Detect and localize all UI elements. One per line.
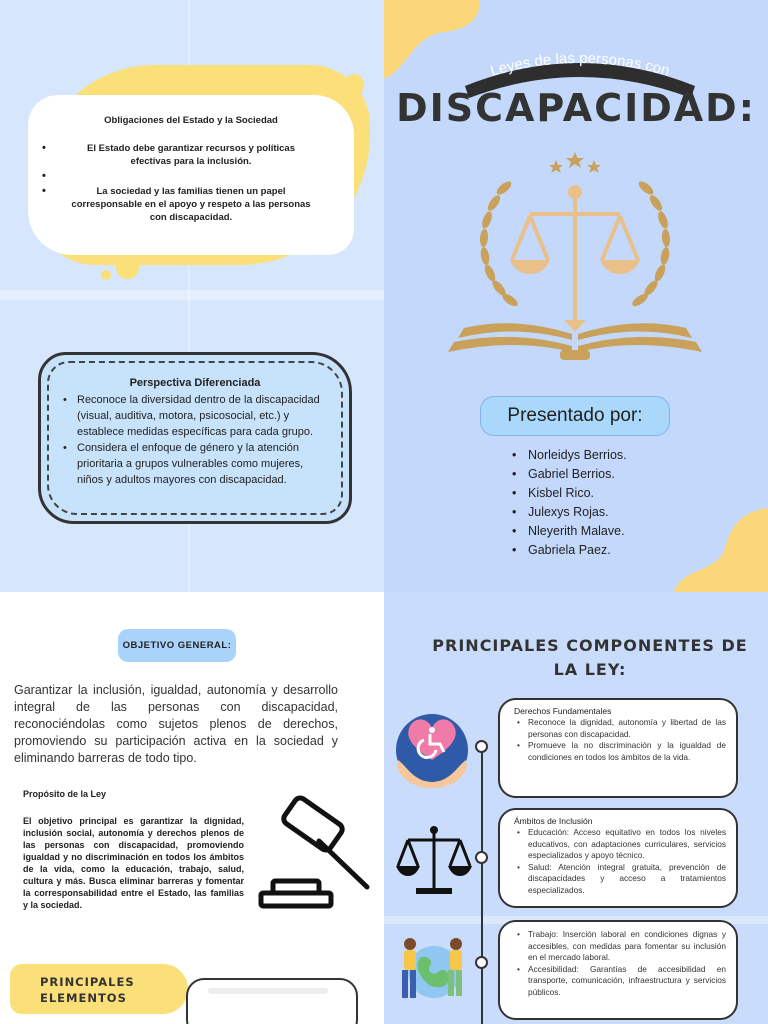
component-card-rights xyxy=(498,698,738,798)
globe-people-icon xyxy=(390,936,474,1006)
yellow-corner-blob xyxy=(670,508,768,592)
list-item: • Accesibilidad: Garantías de accesibilidad en transporte, comunicación, infraestructura y servicios públicos. xyxy=(514,964,726,999)
list-item xyxy=(44,170,338,183)
list-item: • La sociedad y las familias tienen un papel corresponsable en el apoyo y respeto a las personas con discapacidad. xyxy=(44,185,338,224)
timeline-dot xyxy=(475,956,488,969)
component-list xyxy=(514,717,726,763)
yellow-dot xyxy=(344,74,364,96)
presenter-name: • Julexys Rojas. xyxy=(512,503,627,522)
panel-obligations xyxy=(0,0,384,592)
timeline-dot xyxy=(475,851,488,864)
yellow-dot xyxy=(116,256,139,279)
component-list xyxy=(514,827,726,896)
elements-card xyxy=(186,978,358,1024)
component-card-title: Derechos Fundamentales xyxy=(514,706,612,716)
list-item: • Considera el enfoque de género y la atención prioritaria a grupos vulnerables como mujeres, niños y adultos mayores con discapacidad. xyxy=(59,440,331,488)
obligations-title: Obligaciones del Estado y la Sociedad xyxy=(104,115,278,126)
perspective-title: Perspectiva Diferenciada xyxy=(129,377,261,389)
purpose-text: El objetivo principal es garantizar la dignidad, inclusión social, autonomía y derechos plenos de las personas con discapacidad, promoviendo igualdad y no discriminación en todos los ámbitos de la vida, como la educación, trabajo, salud, cultura y más. Busca eliminar barreras y fomentar la corresponsabilidad entre el Estado, las familias y la sociedad. xyxy=(23,816,244,910)
svg-text:Leyes de las personas con: Leyes de las personas con xyxy=(488,49,672,80)
presenter-name: • Norleidys Berrios. xyxy=(512,446,627,465)
yellow-dot xyxy=(101,270,111,280)
perspective-list xyxy=(59,392,331,488)
timeline-line xyxy=(481,745,483,1024)
perspective-card xyxy=(38,352,352,524)
elements-label-line: PRINCIPALES xyxy=(40,975,135,989)
placeholder-line xyxy=(208,988,328,994)
presenters-list xyxy=(512,446,627,560)
obligations-list xyxy=(44,142,338,224)
list-item: • El Estado debe garantizar recursos y políticas efectivas para la inclusión. xyxy=(44,142,338,168)
presented-by-label: Presentado por: xyxy=(480,396,670,436)
list-item: • Reconoce la diversidad dentro de la discapacidad (visual, auditiva, motora, psicosocial, etc.) y establece medidas específicas para cada grupo. xyxy=(59,392,331,440)
objective-text: Garantizar la inclusión, igualdad, autonomía y desarrollo integral de las personas con discapacidad, reconociéndolas como sujetos plenos de derechos, promoviendo su participación activa en la sociedad y eliminando barreras de todo tipo. xyxy=(14,683,338,765)
objective-label: OBJETIVO GENERAL: xyxy=(118,629,236,662)
scale-of-justice-emblem-icon xyxy=(444,148,706,364)
components-title-line: PRINCIPALES COMPONENTES DE xyxy=(432,636,748,655)
component-card-work-access xyxy=(498,920,738,1020)
presenter-name: • Gabriela Paez. xyxy=(512,541,627,560)
components-title xyxy=(430,634,750,682)
purpose-title: Propósito de la Ley xyxy=(23,789,107,799)
heart-hands-accessibility-icon xyxy=(394,708,470,792)
list-item: • Promueve la no discriminación y la igualdad de condiciones en todos los ámbitos de la vida. xyxy=(514,740,726,763)
principal-elements-label xyxy=(10,964,188,1014)
component-list xyxy=(514,929,726,998)
list-item: • Reconoce la dignidad, autonomía y libertad de las personas con discapacidad. xyxy=(514,717,726,740)
component-card-title: Ámbitos de Inclusión xyxy=(514,816,593,826)
timeline-dot xyxy=(475,740,488,753)
list-item: • Salud: Atención integral gratuita, prevención de discapacidades y acceso a tratamientos especializados. xyxy=(514,862,726,897)
component-card-inclusion xyxy=(498,808,738,908)
presenter-name: • Nleyerith Malave. xyxy=(512,522,627,541)
components-title-line: LA LEY: xyxy=(553,660,627,679)
gavel-icon xyxy=(255,795,375,910)
list-item: • Trabajo: Inserción laboral en condiciones dignas y accesibles, con medidas para fomentar su inclusión en el mercado laboral. xyxy=(514,929,726,964)
elements-label-line: ELEMENTOS xyxy=(40,991,127,1005)
justice-scale-icon xyxy=(396,822,474,900)
fold-line xyxy=(0,290,384,300)
presenter-name: • Kisbel Rico. xyxy=(512,484,627,503)
presenter-name: • Gabriel Berrios. xyxy=(512,465,627,484)
list-item: • Educación: Acceso equitativo en todos los niveles educativos, con adaptaciones curriculares, servicios especializados y apoyo técnico. xyxy=(514,827,726,862)
main-title: DISCAPACIDAD: xyxy=(396,86,756,130)
obligations-card xyxy=(28,95,354,255)
